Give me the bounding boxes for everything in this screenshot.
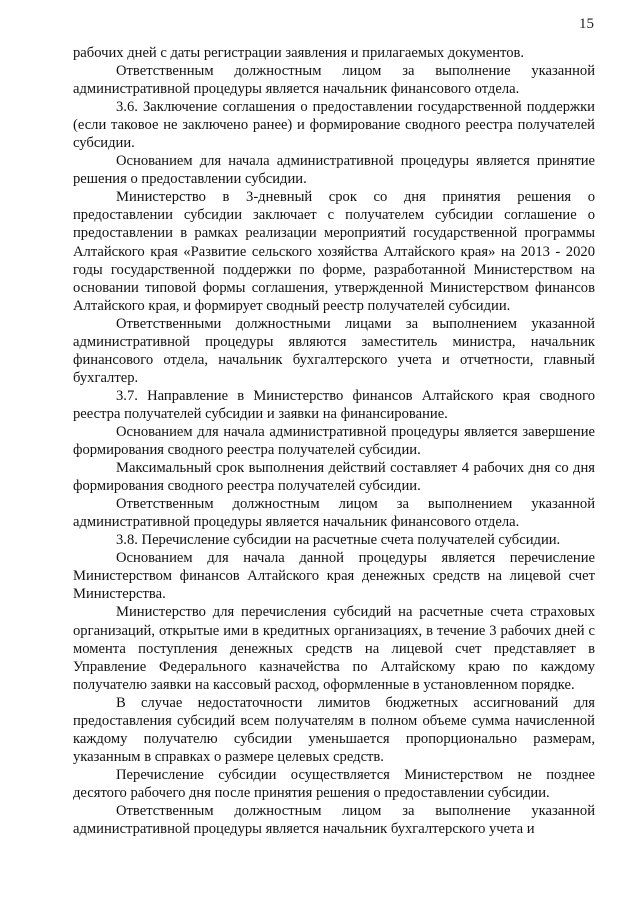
section-heading-3-7: 3.7. Направление в Министерство финансов Алтайского края сводного реестра получателей субсидии и заявки на финансирование. [73,387,595,422]
paragraph: Ответственным должностным лицом за выполнением указанной административной процедуры является начальник финансового отдела. [73,496,595,531]
paragraph: Основанием для начала административной процедуры является завершение формирования сводного реестра получателей субсидии. [73,423,595,459]
paragraph: Ответственными должностными лицами за выполнением указанной административной процедуры являются заместитель министра, начальник финансового отдела, начальник бухгалтерского учета и отчетности, главный бухгалтер. [73,315,595,386]
paragraph: Основанием для начала административной процедуры является принятие решения о предоставлении субсидии. [73,153,595,188]
section-heading-3-8: 3.8. Перечисление субсидии на расчетные счета получателей субсидии. [116,532,561,549]
paragraph-continuation: рабочих дней с даты регистрации заявления и прилагаемых документов. [73,45,525,61]
page-number: 15 [579,16,594,32]
section-heading-3-6: 3.6. Заключение соглашения о предоставлении государственной поддержки (если таковое не заключено ранее) и формирование сводного реестра получателей субсидии. [73,99,595,152]
paragraph: Максимальный срок выполнения действий составляет 4 рабочих дня со дня формирования сводного реестра получателей субсидии. [73,460,595,495]
paragraph: Перечисление субсидии осуществляется Министерством не позднее десятого рабочего дня после принятия решения о предоставлении субсидии. [73,766,595,801]
paragraph: Основанием для начала данной процедуры является перечисление Министерством финансов Алтайского края денежных средств на лицевой счет Министерства. [73,550,595,603]
paragraph: Министерство в 3-дневный срок со дня принятия решения о предоставлении субсидии заключает с получателем субсидии соглашение о предоставлении в рамках реализации мероприятий государственной программы Алтайского края «Развитие сельского хозяйства Алтайского края» на 2013 - 2020 годы государственной поддержки по форме, разработанной Министерством на основании типовой формы соглашения, утвержденной Министерством финансов Алтайского края, и формирует сводный реестр получателей субсидии. [73,189,595,314]
paragraph: В случае недостаточности лимитов бюджетных ассигнований для предоставления субсидий всем получателям в полном объеме сумма начисленной каждому получателю субсидии уменьшается пропорционально размерам, указанным в справках о размере целевых средств. [73,694,595,765]
paragraph: Ответственным должностным лицом за выполнение указанной административной процедуры является начальник бухгалтерского учета и [73,802,595,838]
paragraph: Ответственным должностным лицом за выполнение указанной административной процедуры является начальник финансового отдела. [73,63,595,98]
paragraph: Министерство для перечисления субсидий на расчетные счета страховых организаций, открытые ими в кредитных организациях, в течение 3 рабочих дней с момента поступления денежных средств на лицевой счет представляет в Управление Федерального казначейства по Алтайскому краю по каждому получателю заявки на кассовый расход, оформленные в установленном порядке. [73,604,595,693]
document-body [73,44,595,838]
